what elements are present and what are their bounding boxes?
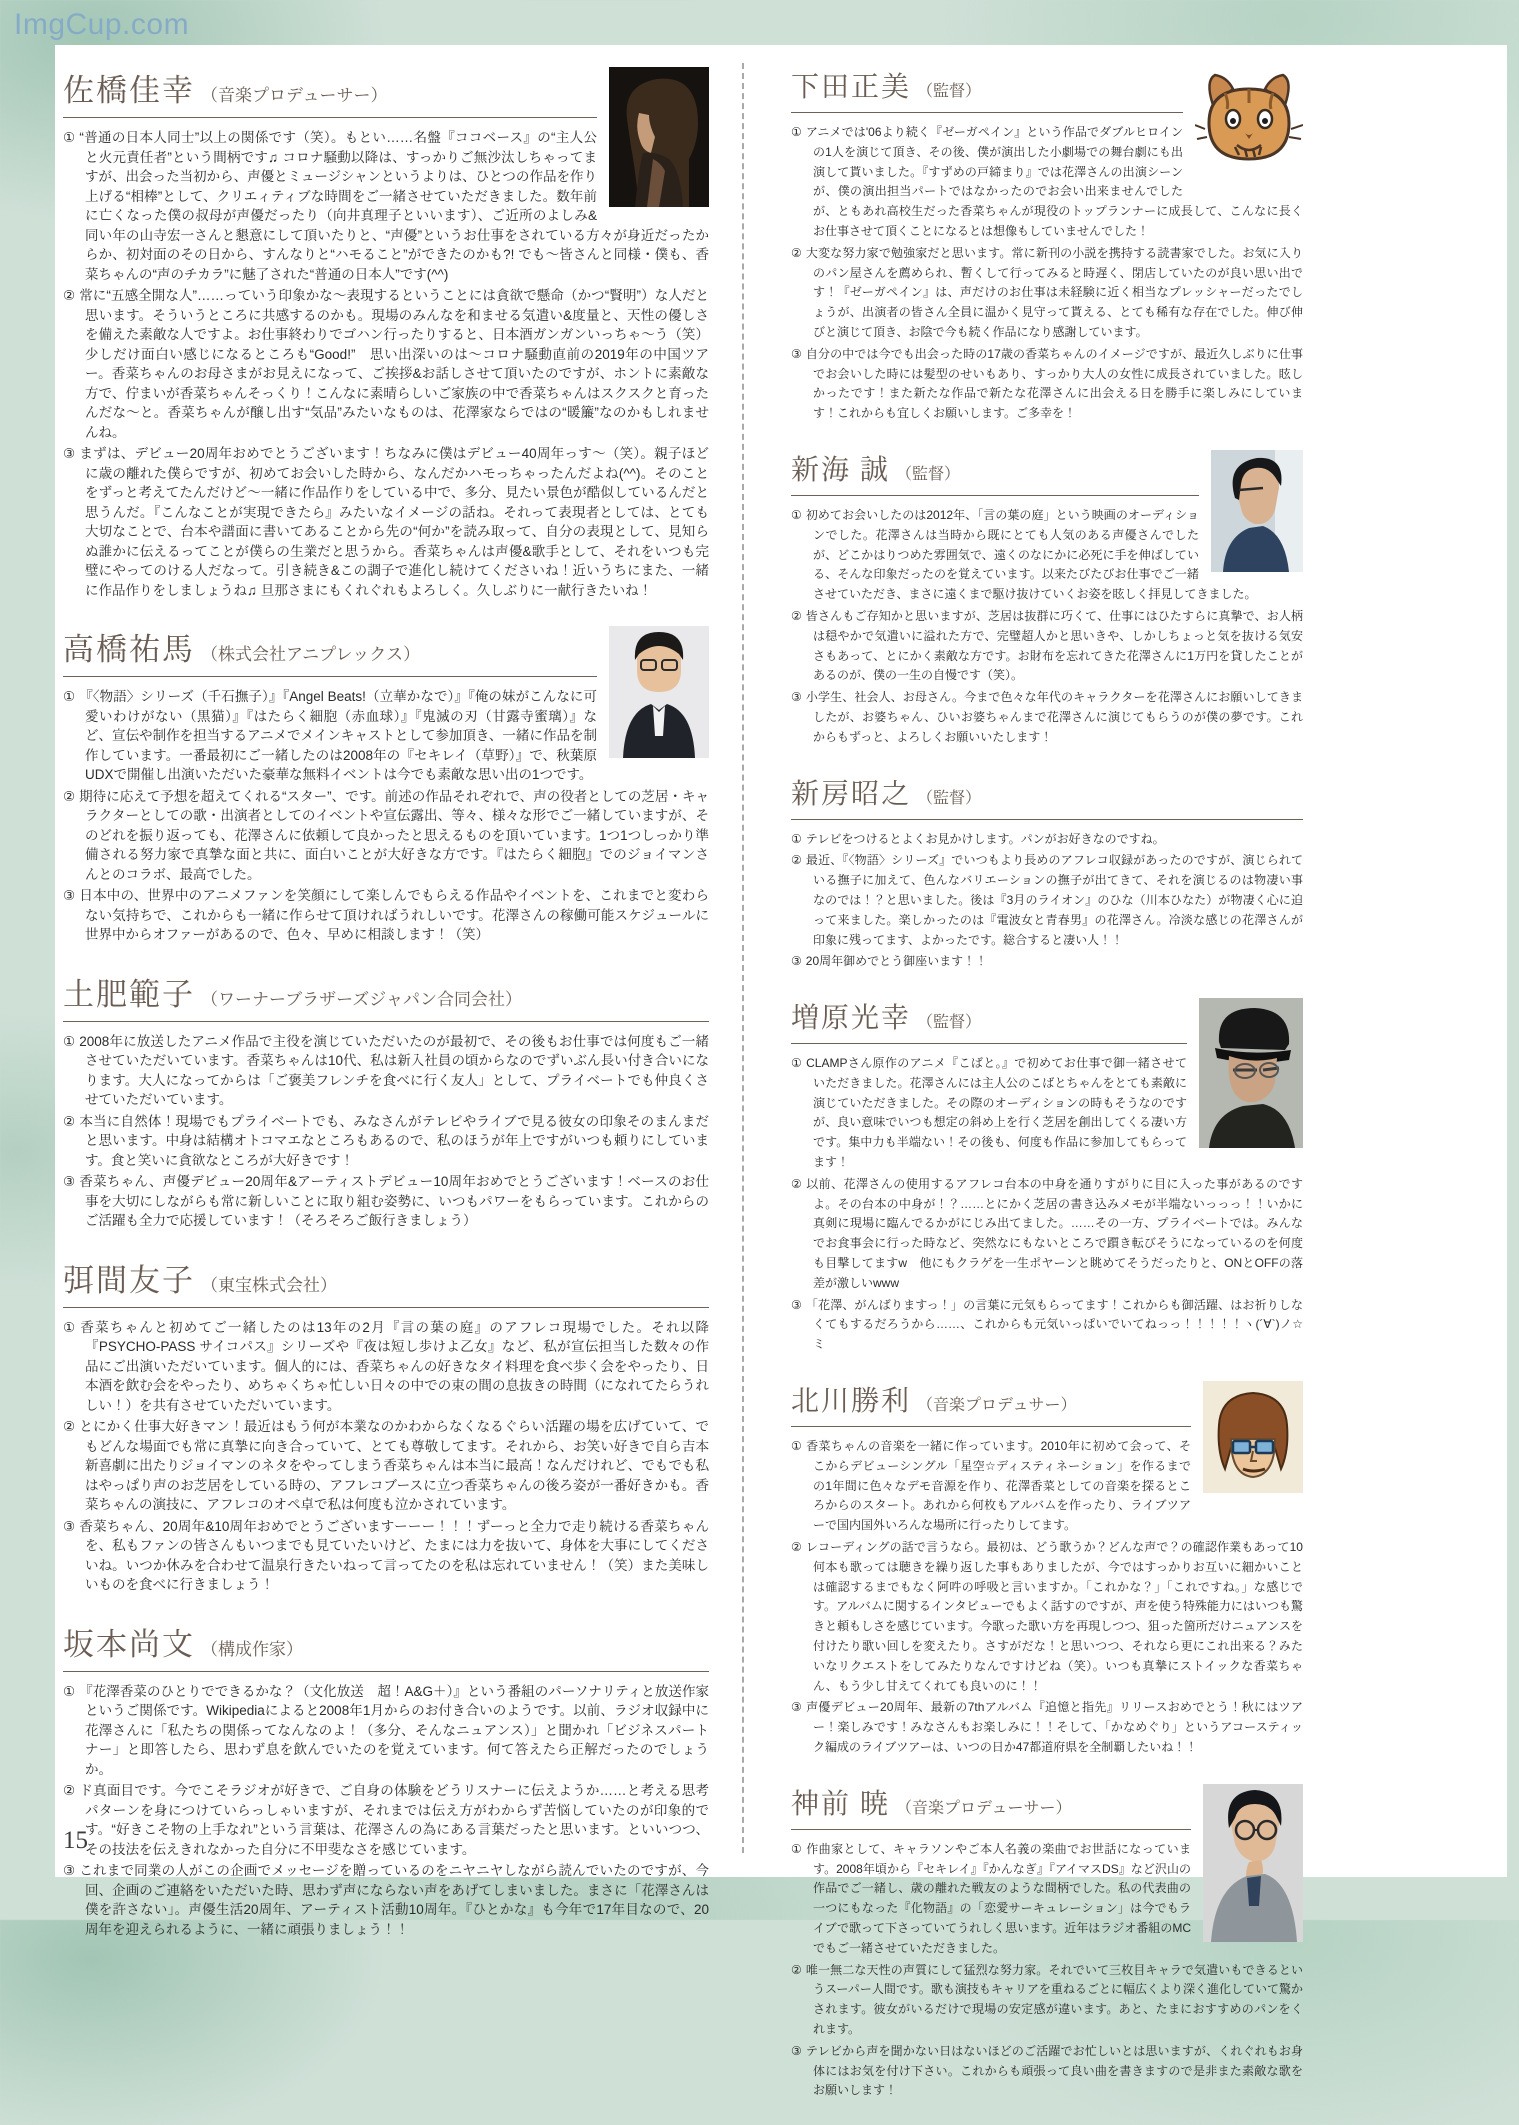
message-text: 小学生、社会人、お母さん。今まで色々な年代のキャラクターを花澤さんにお願いしてきましたが、お婆ちゃん、ひいお婆ちゃんまで花澤さんに演じてもらうのが僕の夢です。これからもずっと、よろしくお願いいたします！	[805, 690, 1303, 744]
message-text: アニメでは'06より続く『ゼーガペイン』という作品でダブルヒロインの1人を演じて頂き、その後、僕が演出した小劇場での舞台劇にも出演して貰いました。『すずめの戸締まり』では花澤さんの出演シーンが、僕の演出担当パートではなかったのでお会い出来ませんでしたが、ともあれ高校生だった香菜ちゃんが現役のトップランナーに成長して、こんなに長くお仕事させて頂くことになるとは想像もしていませんでした！	[805, 125, 1303, 238]
item-number: ③	[63, 1863, 76, 1878]
message-text: 皆さんもご存知かと思いますが、芝居は抜群に巧くて、仕事にはひたすらに真摯で、お人柄は穏やかで気遣いに溢れた方で、完璧超人かと思いきや、しかしちょっと気を抜ける気安さもあって、とにかく素敵な方です。お財布を忘れてきた花澤さんに1万円を貸したことがあるのが、僕の一生の自慢です（笑）。	[805, 608, 1303, 683]
message-text: 常に“五感全開な人”……っていう印象かな〜表現するということには貪欲で懸命（かつ“賢明”）な人だと思います。そういうところに共感するのかも。現場のみんなを和ませる気遣い&度量と、天性の優しさを備えた素敵な人ですよ。お仕事終わりでゴハン行ったりすると、日本酒ガンガンいっちゃ〜う（笑）少しだけ面白い感じになるところも“Good!” 思い出深いのは〜コロナ騒動直前の2019年の中国ツアー。香菜ちゃんのお母さまがお見えになって、ご挨拶&お話しさせて頂いたのですが、ホントに素敵な方で、佇まいが香菜ちゃんそっくり！こんなに素晴らしいご家族の中で香菜ちゃんはスクスクと育ったんだな〜と。香菜ちゃんが醸し出す“気品”みたいなものは、花澤家ならではの“暖簾”なのかもしれませんね。	[79, 288, 709, 440]
item-number: ①	[63, 130, 76, 145]
item-number: ③	[791, 954, 802, 969]
section-header	[63, 65, 597, 118]
item-number: ②	[63, 1113, 76, 1129]
message-text: 20周年御めでとう御座います！！	[805, 954, 988, 969]
section-kitagawa	[791, 1379, 1303, 1758]
message-text: 香菜ちゃん、声優デビュー20周年&アーティストデビュー10周年おめでとうございます！ベースのお仕事を大切にしながらも常に新しいことに取り組む姿勢に、いつもパワーをもらっています。これからのご活躍も全力で応援しています！（そろそろご飯行きましょう）	[79, 1174, 709, 1228]
section-takahashi	[63, 624, 709, 945]
cat-illustration-shimoda	[1195, 67, 1303, 177]
message-paragraph	[791, 345, 1303, 424]
section-header	[791, 1782, 1191, 1830]
imgcup-watermark: ImgCup.com	[14, 8, 190, 41]
item-number: ①	[791, 1056, 803, 1071]
item-number: ③	[791, 2043, 802, 2058]
message-text: 作曲家として、キャラソンやご本人名義の楽曲でお世話になっています。2008年頃から『セキレイ』『かんなぎ』『アイマスDS』など沢山の作品でご一緒し、歳の離れた戦友のような間柄でした。私の代表曲の一つにもなった『化物語』の「恋愛サーキュレーション」は今でもライブで歌って下さっていてうれしく思います。近年はラジオ番組のMCでもご一緒させていただきました。	[806, 1841, 1192, 1955]
section-header	[63, 969, 709, 1022]
message-paragraph	[63, 1318, 709, 1416]
cartoon-illustration-kitagawa	[1203, 1381, 1303, 1493]
portrait-photo-takahashi	[609, 626, 709, 758]
section-kousaki	[791, 1782, 1303, 2101]
message-paragraph	[63, 286, 709, 442]
item-number: ③	[63, 1174, 76, 1189]
message-paragraph	[63, 1517, 709, 1595]
message-paragraph	[63, 1682, 709, 1780]
item-number: ②	[63, 288, 76, 303]
item-number: ①	[791, 125, 802, 139]
message-text: 唯一無二な天性の声質にして猛烈な努力家。それでいて三枚目キャラで気遣いもできるというスーパー人間です。歌も演技もキャリアを重ねるごとに幅広くより深く進化していて驚かされます。彼女がいるだけで現場の安定感が違います。あと、たまにおすすめのパンをくれます。	[805, 1962, 1303, 2036]
message-text: 香菜ちゃんと初めてご一緒したのは13年の2月『言の葉の庭』のアフレコ現場でした。それ以降『PSYCHO-PASS サイコパス』シリーズや『夜は短し歩けよ乙女』など、私が宣伝担当した数々の作品にご出演いただいています。個人的には、香菜ちゃんの好きなタイ料理を食べ歩く会をやったり、日本酒を飲む会をやったり、めちゃくちゃ忙しい日々の中での束の間の息抜きの時間（になれてたらうれしい！）を共有させていただいています。	[80, 1319, 709, 1413]
message-text: ド真面目です。今でこそラジオが好きで、ご自身の体験をどうリスナーに伝えようか……と考える思考パターンを身につけていらっしゃいますが、それまでは伝え方がわからず苦悩していたのが印象的です。“好きこそ物の上手なれ”という言葉は、花澤さんの為にある言葉だったと思います。といいつつ、その技法を伝えきれなかった自分に不甲斐なさを感じています。	[79, 1783, 709, 1857]
item-number: ②	[63, 788, 76, 804]
contributor-name: 下田正美	[791, 72, 912, 103]
message-paragraph	[63, 1032, 709, 1110]
portrait-photo-shinkai	[1211, 450, 1303, 572]
item-number: ③	[63, 888, 76, 903]
contributor-name: 新房昭之	[791, 778, 912, 810]
column-divider	[742, 63, 744, 1853]
item-number: ②	[63, 1419, 76, 1434]
item-number: ①	[791, 1439, 803, 1454]
contributor-name: 坂本尚文	[63, 1626, 195, 1662]
message-text: 2008年に放送したアニメ作品で主役を演じていただいたのが最初で、その後もお仕事では何度もご一緒させていただいています。香菜ちゃんは10代、私は新入社員の頃からなのでずいぶん長い付き合いになります。大人になってからは「ご褒美フレンチを食べに行く友人」として、プライベートでも仲良くさせていただいています。	[79, 1033, 709, 1107]
contributor-role: （音楽プロデューサー）	[201, 86, 388, 105]
item-number: ②	[63, 1783, 76, 1798]
item-number: ②	[791, 853, 802, 868]
message-paragraph	[791, 688, 1303, 747]
message-text: 『〈物語〉シリーズ（千石撫子）』『Angel Beats!（立華かなで）』『俺の妹がこんなに可愛いわけがない（黒猫）』『はたらく細胞（赤血球）』『鬼滅の刃（甘露寺蜜璃）』など、宣伝や制作を担当するアニメでメインキャストとして参加頂き、一緒に作品を制作しています。一番最初にご一緒したのは2008年の『セキレイ（草野）』で、秋葉原UDXで開催し出演いただいた豪華な無料イベントは今でも素敵な思い出の1つです。	[79, 689, 598, 782]
right-column	[791, 65, 1303, 2125]
message-paragraph	[791, 952, 1303, 972]
item-number: ③	[791, 690, 802, 705]
message-paragraph	[63, 1417, 709, 1515]
item-number: ②	[791, 1540, 802, 1555]
message-text: 大変な努力家で勉強家だと思います。常に新刊の小説を携持する読書家でした。お気に入りのパン屋さんを薦められ、暫くして行ってみると時遅く、閉店していたのが良い思い出です！『ゼーガペイン』は、声だけのお仕事は未経験に近く相当なプレッシャーだったでしょうが、出演者の皆さん全員に温かく見守って貰える、とても稀有な存在でした。伸び伸びと演じて頂き、お陰で今も続く作品になり感謝しています。	[805, 245, 1304, 339]
item-number: ①	[791, 1841, 803, 1856]
contributor-role: （ワーナーブラザーズジャパン合同会社）	[201, 989, 522, 1009]
section-header	[63, 624, 597, 677]
message-text: テレビから声を聞かない日はないほどのご活躍でお忙しいとは思いますが、くれぐれもお身体にはお気を付け下さい。これからも頑張って良い曲を書きますので是非また素敵な歌をお願いします！	[805, 2043, 1304, 2098]
section-header	[63, 1619, 709, 1672]
section-hazuma	[63, 1255, 709, 1595]
message-text: 香菜ちゃん、20周年&10周年おめでとうございますーーー！！！ずーっと全力で走り続ける香菜ちゃんを、私もファンの皆さんもいつまでも見ていたいけど、たまには力を抜いて、身体を大事にしてくださいね。いつか休みを合わせて温泉行きたいねって言ってたのを私は忘れていません！（笑）また美味しいものを食べに行きましょう！	[79, 1518, 710, 1592]
message-text: “普通の日本人同士”以上の関係です（笑）。もとい……名盤『ココベース』の“主人公と火元責任者”という間柄です♫ コロナ騒動以降は、すっかりご無沙汰しちゃってますが、出会った当初から、声優とミュージシャンというよりは、ひとつの作品を作り上げる“相棒”として、クリエィティブな時間をご一緒させていただきました。数年前に亡くなった僕の叔母が声優だったり（向井真理子といいます）、ご近所のよしみ&同い年の山寺宏一さんと懇意にして頂いたりと、“声優”というお仕事をされている方々が身近だったからか、初対面のその日から、すんなりと“ハモること”ができたのかも?! でも〜皆さんと同様・僕も、香菜ちゃんの“声のチカラ”に魅了された“普通の日本人”です(^^)	[79, 130, 709, 282]
contributor-name: 増原光幸	[791, 1003, 912, 1035]
message-text: とにかく仕事大好きマン！最近はもう何が本業なのかわからなくなるぐらい活躍の場を広げていて、でもどんな場面でも常に真摯に向き合っていて、とても尊敬してます。それから、お笑い好きで自ら吉本新喜劇に出たりジョイマンのネタをやってしまう香菜ちゃんは本当に最高！なんだけれど、でもでも私はやっぱり声のお芝居をしている時の、アフレコブースに立つ香菜ちゃんの後ろ姿が一番好きかも。香菜ちゃんの演技に、アフレコのオペ卓で私は何度も泣かされています。	[79, 1419, 709, 1512]
item-number: ②	[791, 1176, 803, 1191]
contributor-name: 神前 暁	[791, 1788, 891, 1820]
item-number: ③	[63, 446, 76, 461]
message-paragraph	[63, 1112, 709, 1171]
message-paragraph	[63, 1172, 709, 1231]
contributor-name: 新海 誠	[791, 454, 891, 486]
item-number: ③	[63, 1518, 76, 1534]
item-number: ③	[791, 1297, 802, 1312]
message-text: レコーディングの話で言うなら。最初は、どう歌うか？どんな声で？の確認作業もあって10何本も歌っては聴きを繰り返した事もありましたが、今ではすっかりお互いに細かいことは確認するまでもなく阿吽の呼吸と言いますか。「これかな？」「これですね。」な感じです。アルバムに関するインタビューでもよく話すのですが、声を使う特殊能力にはいつも驚きと頼もしさを感じています。今歌った歌い方を再現しつつ、狙った箇所だけニュアンスを付けたり歌い回しを変えたり。さすがだな！と思いつつ、それなら更にこれ出来る？みたいなリクエストをしてみたりなんですけどね（笑）。いつも真摯にストイックな香菜ちゃん、もう少し甘えてくれても良いのに！！	[805, 1540, 1303, 1693]
contributor-name: 北川勝利	[791, 1386, 912, 1418]
section-shinkai	[791, 448, 1303, 748]
message-paragraph	[63, 1781, 709, 1859]
section-header	[791, 65, 1183, 113]
contributor-name: 土肥範子	[63, 976, 195, 1012]
message-text: 初めてお会いしたのは2012年、「言の葉の庭」という映画のオーディションでした。花澤さんは当時から既にとても人気のある声優さんでしたが、どこかはりつめた雰囲気で、遠くのなにかに必死に手を伸ばしている、そんな印象だったのを覚えています。以来たびたびお仕事でご一緒させていただき、まさに遠くまで駆け抜けていくお姿を眩しく拝見してきました。	[805, 507, 1257, 602]
section-shinbou	[791, 772, 1303, 973]
section-header	[791, 1379, 1191, 1427]
message-text: 「花澤、がんばりますっ！」の言葉に元気もらってます！これからも御活躍、はお祈りしなくてもするだろうから……、これからも元気いっぱいでいてねっっ！！！！！ヽ(´∀`)ノ☆ミ	[805, 1297, 1303, 1352]
contributor-role: （監督）	[917, 1014, 982, 1032]
message-paragraph	[63, 1861, 709, 1939]
message-text: 期待に応えて予想を超えてくれる“スター”、です。前述の作品それぞれで、声の役者としての芝居・キャラクターとしての歌・出演者としてのイベントや宣伝露出、等々、様々な形でご一緒していますが、そのどれを振り返っても、花澤さんに依頼して良かったと思えるものを頂いています。1つ1つしっかり準備される努力家で真摯な面と共に、面白いことが大好きな方です。『はたらく細胞』でのジョイマンさんとのコラボ、最高でした。	[79, 788, 710, 882]
contributor-role: （東宝株式会社）	[201, 1275, 337, 1295]
message-text: CLAMPさん原作のアニメ『こばと。』で初めてお仕事で御一緒させていただきました。花澤さんには主人公のこばとちゃんをとても素敵に演じていただきました。その際のオーディションの時もそうなのですが、良い意味でいつも想定の斜め上を行く芝居を創出してくる凄い方です。集中力も半端ない！その後も、何度も作品に参加してもらってます！	[806, 1056, 1187, 1170]
contributor-role: （構成作家）	[201, 1639, 303, 1659]
message-text: テレビをつけるとよくお見かけします。パンがお好きなのですね。	[805, 831, 1165, 846]
item-number: ③	[791, 1700, 803, 1715]
contributor-name: 佐橋佳幸	[63, 73, 195, 108]
section-doi	[63, 969, 709, 1231]
message-paragraph	[63, 787, 709, 885]
message-text: 以前、花澤さんの使用するアフレコ台本の中身を通りすがりに目に入った事があるのですよ。その台本の中身が！？……とにかく芝居の書き込みメモが半端ないっっっ！！いかに真剣に現場に臨んでるかがにじみ出てました。……その一方、プライベートでは。みんなでお食事会に行った時など、突然なにもないところで躓き転びそうになっているのを何度も目撃してますw 他にもクラゲを一生ポヤーンと眺めてそうだったりと、ONとOFFの落差が激しいwww	[806, 1176, 1303, 1290]
contributor-name: 弭間友子	[63, 1262, 195, 1298]
item-number: ①	[791, 507, 802, 522]
message-paragraph	[791, 830, 1303, 850]
page-number: 15	[63, 1827, 88, 1854]
section-header	[63, 1255, 709, 1308]
section-masuhara	[791, 996, 1303, 1355]
message-paragraph	[791, 851, 1303, 950]
contributor-role: （音楽プロデューサー）	[896, 1799, 1072, 1817]
message-text: まずは、デビュー20周年おめでとうございます！ちなみに僕はデビュー40周年っす〜（笑）。親子ほどに歳の離れた僕らですが、初めてお会いした時から、なんだかハモっちゃったんだよね(^^)。そのことをずっと考えてたんだけど〜一緒に作品作りをしている中で、多分、見たい景色が酷似しているんだと思うんだ。『こんなことが実現できたら』みたいなイメージの話ね。それって表現者としては、とても大切なことで、台本や譜面に書いてあることから先の“何か”を読み取って、自分の表現として、見知らぬ誰かに伝えるってことが僕らの生業だと思うから。香菜ちゃんは声優&歌手として、それをいつも完璧にやってのける人だなって。引き続き&この調子で進化し続けてくださいね！近いうちにまた、一緒に作品作りをしましょうね♫ 旦那さまにもくれぐれもよろしく。久しぶりに一献行きたいね！	[79, 446, 710, 598]
section-shimoda	[791, 65, 1303, 424]
contributor-name: 高橋祐馬	[63, 632, 195, 667]
message-text: 日本中の、世界中のアニメファンを笑顔にして楽しんでもらえる作品やイベントを、これまでと変わらない気持ちで、これからも一緒に作らせて頂ければうれしいです。花澤さんの稼働可能スケジュールに世界中からオファーがあるので、色々、早めに相談します！（笑）	[79, 888, 709, 942]
item-number: ③	[791, 346, 802, 361]
message-paragraph	[791, 1961, 1303, 2040]
message-paragraph	[791, 1698, 1303, 1757]
message-paragraph	[63, 444, 709, 600]
contributor-role: （監督）	[917, 83, 982, 100]
portrait-photo-sahashi	[609, 67, 709, 207]
message-text: 声優デビュー20周年、最新の7thアルバム『追憶と指先』リリースおめでとう！秋にはツアー！楽しみです！みなさんもお楽しみに！！そして、「かなめぐり」というアコースティック編成のライブツアーは、いつの日か47都道府県を全制覇したいね！！	[806, 1700, 1303, 1754]
item-number: ②	[791, 1962, 802, 1977]
item-number: ①	[63, 1033, 76, 1049]
section-sakamoto	[63, 1619, 709, 1940]
item-number: ①	[63, 689, 76, 704]
message-paragraph	[791, 2042, 1303, 2101]
message-paragraph	[791, 244, 1303, 343]
magazine-page-sheet	[55, 45, 1507, 2098]
item-number: ②	[791, 608, 802, 623]
left-column	[63, 65, 709, 1963]
message-paragraph	[791, 607, 1303, 686]
section-header	[791, 448, 1199, 496]
message-text: 香菜ちゃんの音楽を一緒に作っています。2010年に初めて会って、そこからデビューシングル「星空☆ディスティネーション」を作るまでの1年間に色々なデモ音源を作り、花澤香菜としての音楽を探るところからのスタート。あれから何枚もアルバムを作ったり、ライブツアーで国内国外いろんな場所に行ったりしてます。	[806, 1439, 1191, 1533]
section-header	[791, 772, 1303, 820]
portrait-photo-masuhara	[1199, 998, 1303, 1148]
message-paragraph	[791, 1175, 1303, 1294]
item-number: ①	[791, 831, 802, 846]
contributor-role: （監督）	[896, 465, 961, 483]
message-text: これまで同業の人がこの企画でメッセージを贈っているのをニヤニヤしながら読んでいたのですが、今回、企画のご連絡をいただいた時、思わず声にならない声をあげてしまいました。まさに「花澤さんは僕を許さない」。声優生活20周年、アーティスト活動10周年。『ひとかな』も今年で17年目なので、20周年を迎えられるように、一緒に頑張りましょう！！	[79, 1863, 709, 1937]
message-paragraph	[63, 886, 709, 945]
section-sahashi	[63, 65, 709, 600]
message-paragraph	[791, 1296, 1303, 1355]
item-number: ①	[63, 1319, 77, 1335]
contributor-role: （株式会社アニプレックス）	[201, 645, 421, 664]
message-text: 自分の中では今でも出会った時の17歳の香菜ちゃんのイメージですが、最近久しぶりに仕事でお会いした時には髪型のせいもあり、すっかり大人の女性に成長されていました。眩しかったです！また新たな作品で新たな花澤さんに出会える日を勝手に楽しみにしています！これからも宜しくお願いします。ご多幸を！	[805, 346, 1303, 421]
contributor-role: （監督）	[917, 789, 982, 807]
portrait-photo-kousaki	[1203, 1784, 1303, 1942]
section-header	[791, 996, 1187, 1044]
message-text: 最近、『〈物語〉シリーズ』でいつもより長めのアフレコ収録があったのですが、演じられている撫子に加えて、色んなバリエーションの撫子が出てきて、それを演じるのは物凄い事なのでは！？と思いました。後は『3月のライオン』のひな（川本ひなた）が物凄く心に迫って来ました。楽しかったのは『電波女と青春男』の花澤さん。冷淡な感じの花澤さんが印象に残ってます、よかったです。総合すると凄い人！！	[805, 853, 1303, 947]
message-text: 『花澤香菜のひとりでできるかな？（文化放送 超！A&G＋）』という番組のパーソナリティと放送作家というご関係です。Wikipediaによると2008年1月からのお付き合いのようです。以前、ラジオ収録中に花澤さんに「私たちの関係ってなんなのよ！（多分、そんなニュアンス）」と聞かれ「ビジネスパートナー」と即答したら、思わず息を飲んでいたのを覚えています。何て答えたら正解だったのでしょうか。	[79, 1683, 710, 1777]
message-text: 本当に自然体！現場でもプライベートでも、みなさんがテレビやライブで見る彼女の印象そのまんまだと思います。中身は結構オトコマエなところもあるので、私のほうが年上ですがいつも頼りにしています。食と笑いに貪欲なところが大好きです！	[79, 1113, 709, 1168]
item-number: ①	[63, 1683, 76, 1699]
message-paragraph	[791, 1538, 1303, 1696]
item-number: ②	[791, 245, 802, 260]
contributor-role: （音楽プロデュサー）	[917, 1397, 1077, 1415]
